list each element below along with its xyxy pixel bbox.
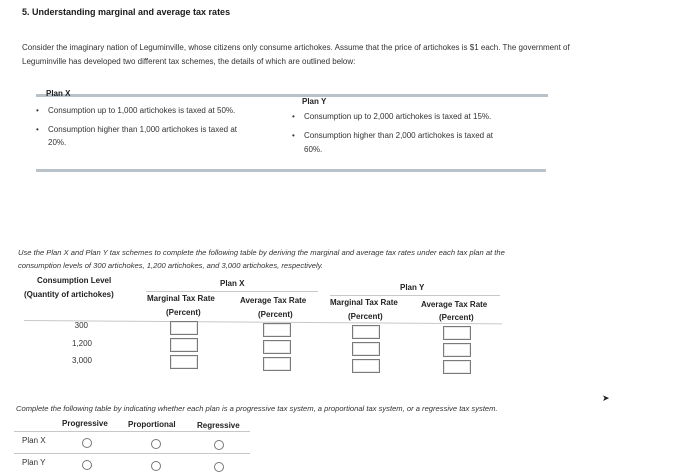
plan-x-progressive-radio[interactable]: [82, 438, 92, 448]
plan-x-average-1200-input[interactable]: [263, 340, 291, 354]
plan-x-marginal-3000-input[interactable]: [170, 355, 198, 369]
plan-y-row-label: Plan Y: [22, 458, 46, 467]
plan-y-average-header: Average Tax Rate: [421, 300, 488, 309]
plan-x-average-header: Average Tax Rate: [240, 296, 307, 305]
consumption-1200: 1,200: [71, 339, 92, 348]
plan-y-progressive-radio[interactable]: [82, 460, 92, 470]
table2-header-rule: [14, 431, 250, 432]
plan-y-bullet-2-text: Consumption higher than 2,000 artichokes is taxed at: [304, 131, 494, 140]
plan-y-average-3000-input[interactable]: [443, 360, 471, 374]
plan-y-header: Plan Y: [400, 283, 425, 292]
plan-x-average-unit: (Percent): [258, 310, 293, 319]
plan-x-marginal-header: Marginal Tax Rate: [147, 294, 215, 303]
plan-y-marginal-300-input[interactable]: [352, 325, 380, 339]
plan-y-bullet-1-text: Consumption up to 2,000 artichokes is taxed at 15%.: [304, 112, 492, 121]
plan-y-average-1200-input[interactable]: [443, 343, 471, 357]
plan-x-regressive-radio[interactable]: [214, 440, 224, 450]
plan-x-header-rule: [146, 291, 318, 292]
plan-y-average-unit: (Percent): [439, 313, 474, 322]
plan-y-marginal-1200-input[interactable]: [352, 342, 380, 356]
plan-y-marginal-3000-input[interactable]: [352, 359, 380, 373]
plan-x-marginal-300-input[interactable]: [170, 321, 198, 335]
plan-y-regressive-radio[interactable]: [214, 462, 224, 472]
plan-x-title: Plan X: [46, 89, 71, 98]
table2-row-divider: [14, 453, 250, 454]
plan-y-title: Plan Y: [302, 97, 327, 106]
bullet-icon: •: [292, 131, 295, 140]
table1-instruction: [18, 246, 618, 272]
plan-y-marginal-header: Marginal Tax Rate: [330, 298, 398, 307]
plan-y-average-300-input[interactable]: [443, 326, 471, 340]
bullet-icon: •: [292, 112, 295, 121]
col-consumption-level: Consumption Level: [37, 276, 112, 285]
plan-x-average-3000-input[interactable]: [263, 357, 291, 371]
consumption-300: 300: [74, 321, 88, 330]
plan-x-bullet-2: [36, 123, 237, 136]
plan-x-marginal-1200-input[interactable]: [170, 338, 198, 352]
plan-x-average-300-input[interactable]: [263, 323, 291, 337]
col-quantity: (Quantity of artichokes): [24, 290, 114, 299]
plan-y-header-rule: [330, 295, 500, 296]
intro-text: Consider the imaginary nation of Leguminville, whose citizens only consume artichokes. Assume that the price of artichokes is $1 each. The government of Leguminville has developed two different tax schemes, the details of which are outlined below:: [22, 43, 570, 66]
col-progressive: Progressive: [62, 419, 108, 428]
plan-x-bullet-2-text: Consumption higher than 1,000 artichokes is taxed at: [48, 125, 238, 134]
plan-y-proportional-radio[interactable]: [151, 461, 161, 471]
table1-instruction-line1: Use the Plan X and Plan Y tax schemes to complete the following table by deriving the marginal and average tax rates under each tax plan at the: [18, 248, 505, 257]
bullet-icon: •: [36, 106, 39, 115]
question-title: 5. Understanding marginal and average tax rates: [22, 7, 231, 17]
plan-y-marginal-unit: (Percent): [348, 312, 383, 321]
plan-x-row-label: Plan X: [22, 436, 46, 445]
plan-box-bottom-rule: [36, 169, 546, 172]
col-proportional: Proportional: [128, 420, 176, 429]
table2-instruction: Complete the following table by indicating whether each plan is a progressive tax system, a proportional tax system, or a regressive tax system.: [16, 404, 498, 413]
plan-x-proportional-radio[interactable]: [151, 439, 161, 449]
plan-box-top-rule: [36, 94, 548, 97]
plan-y-bullet-2: [292, 129, 493, 142]
cursor-icon: ➤: [602, 393, 610, 403]
bullet-icon: •: [36, 125, 39, 134]
col-regressive: Regressive: [197, 421, 240, 430]
plan-x-header: Plan X: [220, 279, 245, 288]
plan-x-bullet-1-text: Consumption up to 1,000 artichokes is taxed at 50%.: [48, 106, 236, 115]
plan-x-bullet-2-cont: 20%.: [48, 138, 67, 147]
plan-x-marginal-unit: (Percent): [166, 308, 201, 317]
plan-y-bullet-2-cont: 60%.: [304, 145, 323, 154]
plan-x-bullet-1: [36, 104, 235, 117]
plan-y-bullet-1: [292, 110, 491, 123]
table1-instruction-line2: consumption levels of 300 artichokes, 1,200 artichokes, and 3,000 artichokes, respectively.: [18, 261, 324, 270]
consumption-3000: 3,000: [71, 356, 92, 365]
